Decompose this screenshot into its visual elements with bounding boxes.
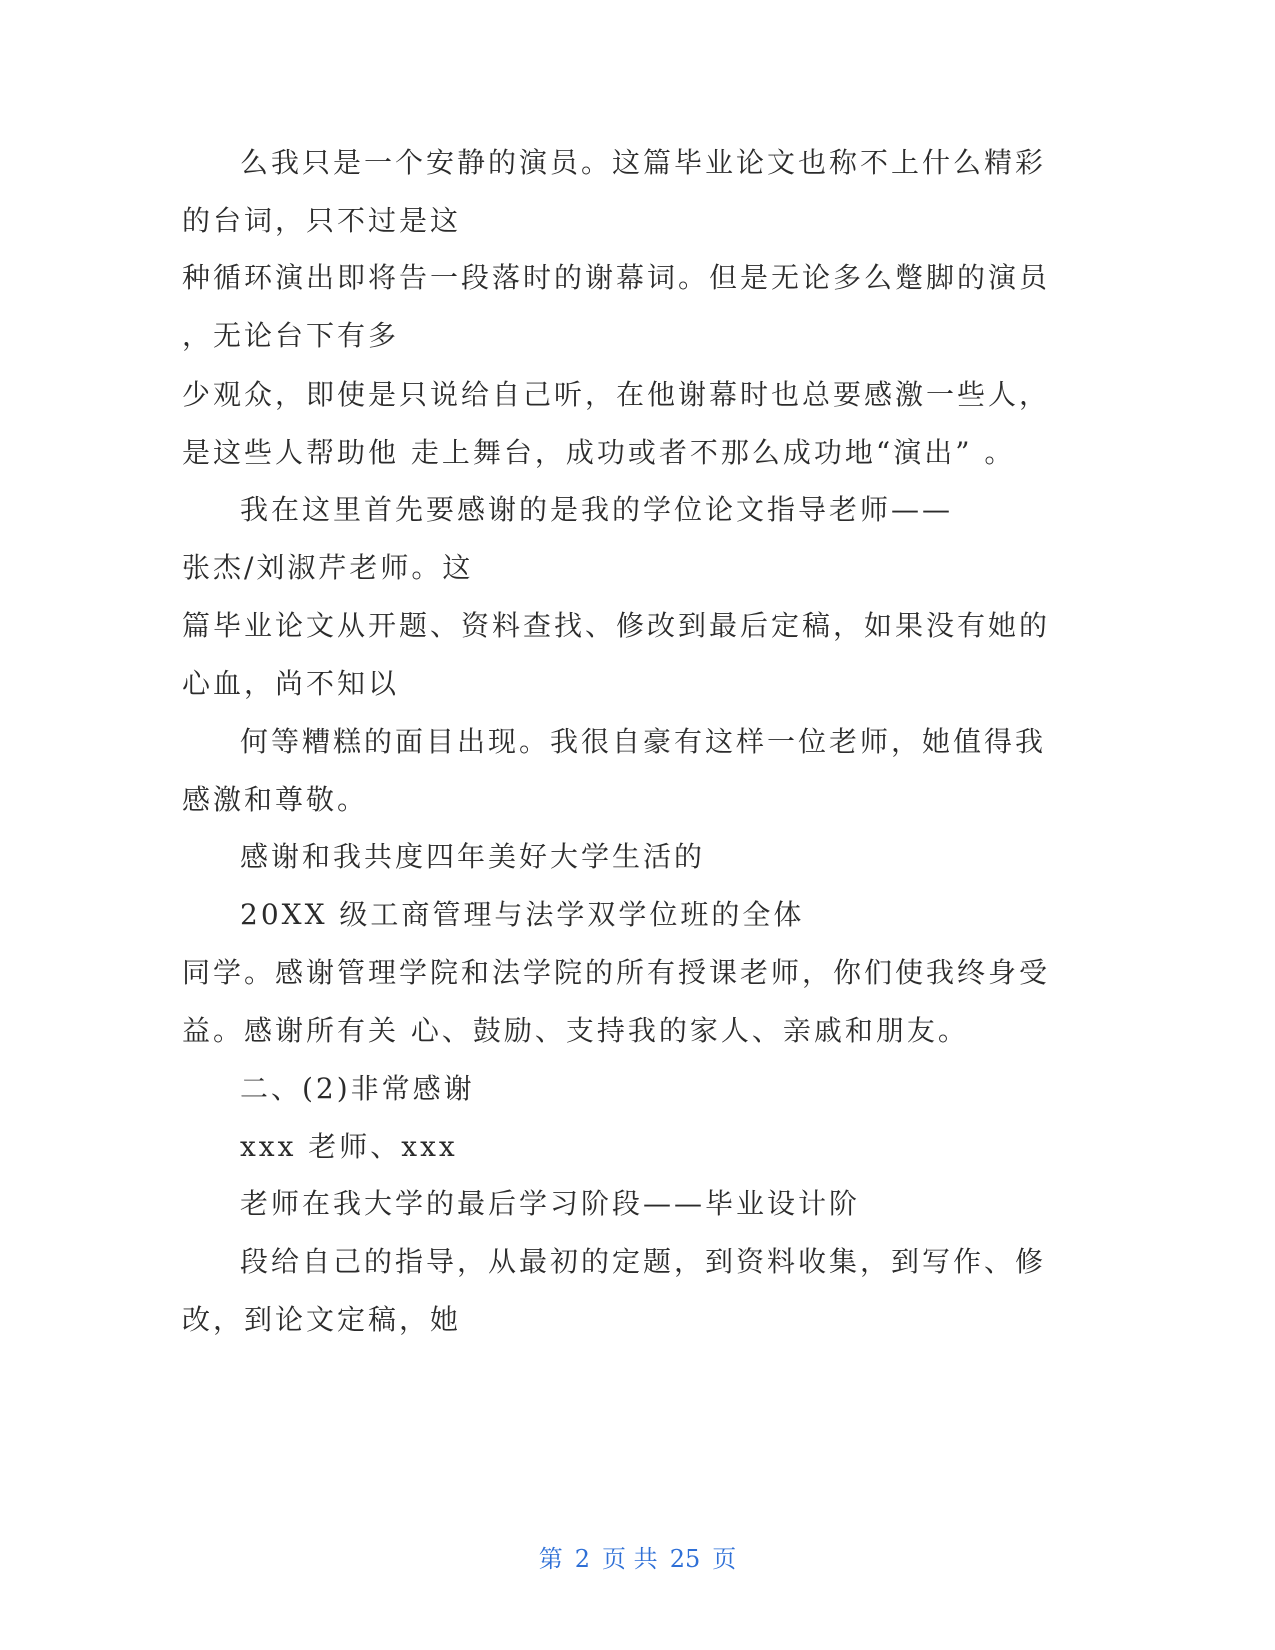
text-line: 20XX 级工商管理与法学双学位班的全体: [240, 898, 805, 931]
text-line: 心血，尚不知以: [182, 667, 400, 700]
footer-suffix: 页: [712, 1545, 737, 1573]
text-line: 么我只是一个安静的演员。这篇毕业论文也称不上什么精彩: [240, 146, 1047, 179]
text-line: 何等糟糕的面目出现。我很自豪有这样一位老师，她值得我: [240, 725, 1047, 758]
text-line: 少观众，即使是只说给自己听，在他谢幕时也总要感激一些人，: [182, 378, 1051, 411]
text-line: xxx 老师、xxx: [240, 1130, 458, 1163]
total-pages-number: 25: [669, 1545, 701, 1573]
text-line: 二、(2)非常感谢: [240, 1072, 475, 1105]
text-line: 是这些人帮助他 走上舞台，成功或者不那么成功地“演出” 。: [182, 436, 1016, 469]
text-line: 的台词，只不过是这: [182, 204, 462, 237]
page-footer: [0, 1544, 1275, 1574]
text-line: 篇毕业论文从开题、资料查找、修改到最后定稿，如果没有她的: [182, 609, 1051, 642]
footer-prefix: 第: [538, 1545, 563, 1573]
text-line: 改，到论文定稿，她: [182, 1303, 462, 1336]
text-line: 种循环演出即将告一段落时的谢幕词。但是无论多么蹩脚的演员: [182, 261, 1051, 294]
text-line: 益。感谢所有关 心、鼓励、支持我的家人、亲戚和朋友。: [182, 1014, 969, 1047]
current-page-number: 2: [574, 1545, 591, 1573]
text-line: 我在这里首先要感谢的是我的学位论文指导老师——: [240, 493, 954, 526]
text-line: 感激和尊敬。: [182, 783, 369, 816]
text-line: 同学。感谢管理学院和法学院的所有授课老师，你们使我终身受: [182, 956, 1051, 989]
text-line: 老师在我大学的最后学习阶段——毕业设计阶: [240, 1187, 861, 1220]
text-line: 段给自己的指导，从最初的定题，到资料收集，到写作、修: [240, 1245, 1047, 1278]
text-line: ，无论台下有多: [182, 319, 400, 352]
footer-middle: 页 共: [602, 1545, 658, 1573]
text-line: 感谢和我共度四年美好大学生活的: [240, 840, 706, 873]
text-line: 张杰/刘淑芹老师。这: [182, 551, 474, 584]
